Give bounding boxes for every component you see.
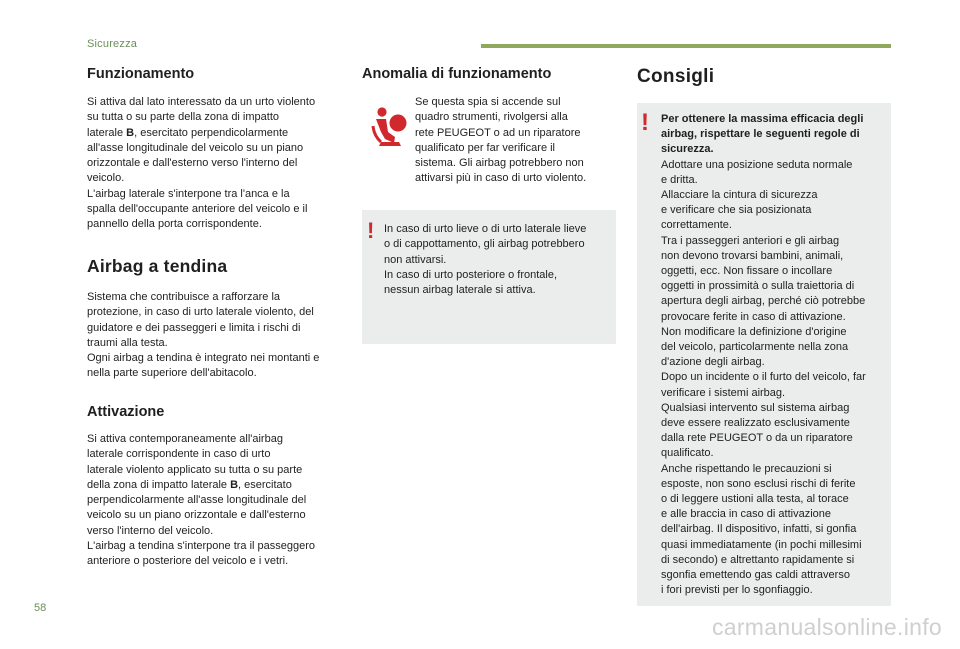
funzionamento-text-part1: Si attiva dal lato interessato da un urto violento su tutta o su parte della zona di impatto laterale [87,96,316,139]
airbag-warning-icon [368,106,408,148]
warning-exclamation-icon: ! [641,109,649,136]
consigli-box [637,103,891,606]
airbag-tendina-heading: Airbag a tendina [87,256,228,276]
warning-box [362,210,616,344]
warning-text: In caso di urto lieve o di urto laterale lieve o di cappottamento, gli airbag potrebbero non attivarsi. In caso di urto posteriore o frontale, nessun airbag laterale si attiva. [384,223,587,297]
page-number: 58 [34,602,47,614]
consigli-heading: Consigli [637,66,715,87]
funzionamento-heading: Funzionamento [87,66,195,82]
watermark: carmanualsonline.info [711,614,942,640]
anomalia-heading: Anomalia di funzionamento [362,66,552,82]
zone-b-label: B [230,478,239,491]
section-label: Sicurezza [87,38,138,50]
column-right [637,66,891,597]
airbag-tendina-text: Sistema che contribuisce a rafforzare la protezione, in caso di urto laterale violento, del guidatore e dei passeggeri e limita i rischi di traumi alla testa. Ogni airbag a tendina è integrato nei montanti e nella parte superiore dell'abitacolo. [87,291,320,380]
consigli-lead: Per ottenere la massima efficacia degli airbag, rispettare le seguenti regole di sicurezza. [661,113,864,156]
anomalia-text: Se questa spia si accende sul quadro strumenti, rivolgersi alla rete PEUGEOT o ad un riparatore qualificato per far verificare il sistema. Gli airbag potrebbero non attivarsi più in caso di urto violento. [415,96,587,185]
attivazione-heading: Attivazione [87,404,165,420]
attivazione-text-part2: , esercitato perpendicolarmente all'asse longitudinale del veicolo su un piano orizzontale e dall'esterno verso l'interno del veicolo. L'airbag a tendina s'interpone tra il passeggero anteriore o posteriore del veicolo e i vetri. [87,478,316,568]
zone-b-label: B [126,126,135,139]
consigli-body: Adottare una posizione seduta normale e dritta. Allacciare la cintura di sicurezza e verificare che sia posizionata correttamente. Tra i passeggeri anteriori e gli airbag non devono trovarsi bambini, animali, oggetti, ecc. Non fissare o incollare oggetti in prossimità o sulla traiettoria di apertura degli airbag, perché ciò potrebbe provocare ferite in caso di attivazione. Non modificare la definizione d'origine del veicolo, particolarmente nella zona d'azione degli airbag. Dopo un incidente o il furto del veicolo, far verificare i sistemi airbag. Qualsiasi intervento sul sistema airbag deve essere realizzato esclusivamente dalla rete PEUGEOT o da un riparatore qualificato. Anche rispettando le precauzioni si esposte, non sono esclusi rischi di ferite o di leggere ustioni alla testa, al torace e alle braccia in caso di attivazione dell'airbag. Il dispositivo, infatti, si gonfia quasi immediatamente (in pochi millesimi di secondo) e altrettanto rapidamente si sgonfia emettendo gas caldi attraverso i fori previsti per lo sgonfiaggio. [661,158,866,597]
header-rule [481,44,891,48]
consigli-text [661,112,887,599]
funzionamento-text [87,95,315,233]
attivazione-text-part1: Si attiva contemporaneamente all'airbag laterale corrispondente in caso di urto laterale violento applicato su tutta o su parte della zona di impatto laterale [87,433,303,491]
funzionamento-text-part2: , esercitato perpendicolarmente all'asse longitudinale del veicolo su un piano orizzontale e dall'esterno verso l'interno del veicolo. L'airbag laterale s'interpone tra l'anca e la spalla dell'occupante anteriore del veicolo e il pannello della porta corrispondente. [87,126,308,231]
warning-exclamation-icon: ! [367,218,375,243]
attivazione-text [87,432,315,570]
